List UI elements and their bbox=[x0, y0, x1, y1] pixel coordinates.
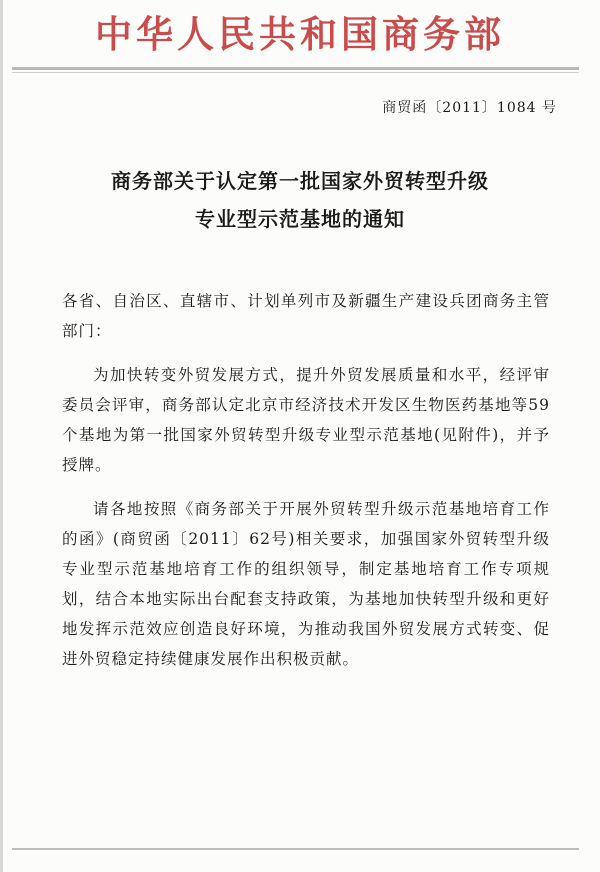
document-number: 商贸函〔2011〕1084 号 bbox=[382, 100, 557, 116]
document-title bbox=[0, 162, 600, 238]
salutation: 各省、自治区、直辖市、计划单列市及新疆生产建设兵团商务主管部门： bbox=[62, 292, 550, 340]
letterhead-divider bbox=[12, 67, 579, 70]
letterhead-divider-thin bbox=[12, 72, 579, 73]
page-edge bbox=[0, 0, 3, 872]
paragraph-1: 为加快转变外贸发展方式，提升外贸发展质量和水平，经评审委员会评审，商务部认定北京市经济技术开发区生物医药基地等59个基地为第一批国家外贸转型升级专业型示范基地(见附件)，并予授牌。 bbox=[62, 366, 550, 474]
ministry-letterhead: 中华人民共和国商务部 bbox=[95, 12, 505, 56]
title-line-2: 专业型示范基地的通知 bbox=[195, 207, 405, 231]
title-line-1: 商务部关于认定第一批国家外贸转型升级 bbox=[111, 169, 489, 193]
footer-divider bbox=[12, 848, 579, 850]
paragraph-2: 请各地按照《商务部关于开展外贸转型升级示范基地培育工作的函》(商贸函〔2011〕62号)相关要求，加强国家外贸转型升级专业型示范基地培育工作的组织领导，制定基地培育工作专项规划，结合本地实际出台配套支持政策，为基地加快转型升级和更好地发挥示范效应创造良好环境，为推动我国外贸发展方式转变、促进外贸稳定持续健康发展作出积极贡献。 bbox=[62, 500, 550, 668]
document-body bbox=[62, 286, 550, 688]
